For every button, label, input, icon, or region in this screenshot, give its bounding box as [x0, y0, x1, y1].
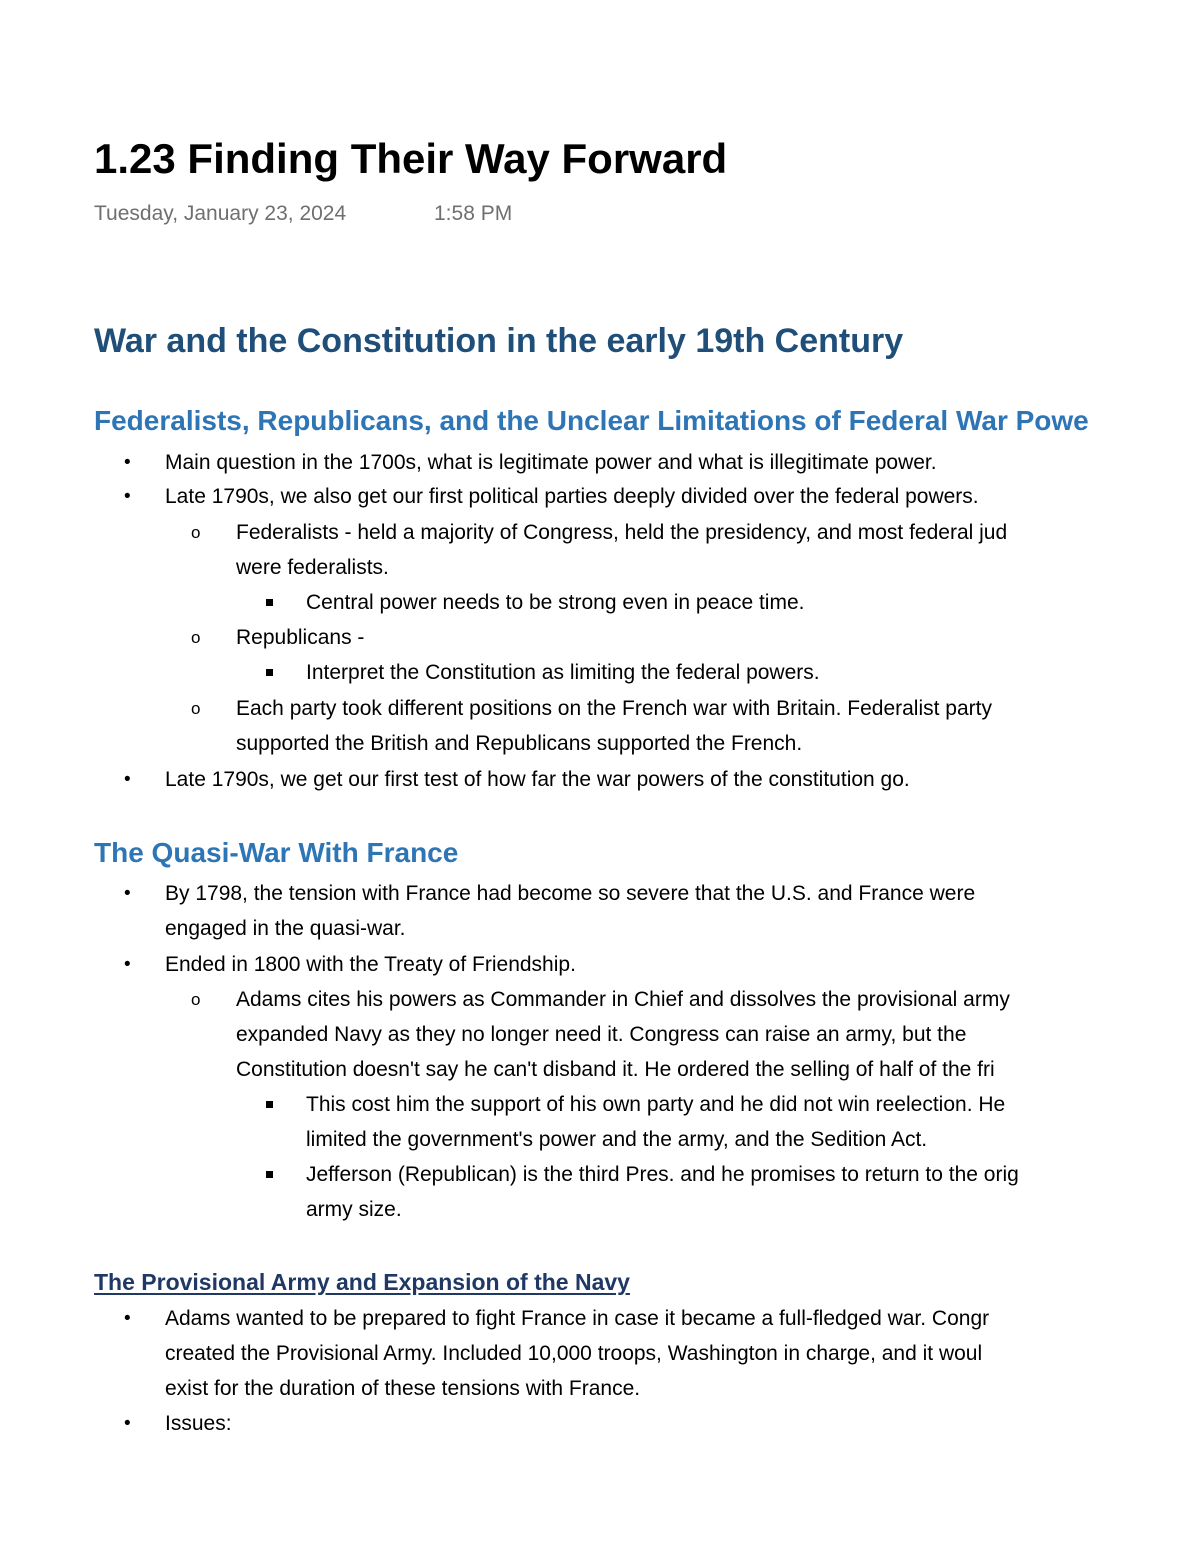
federalists-line-8: Each party took different positions on the French war with Britain. Federalist party [236, 697, 992, 720]
quasi-war-line-6: Constitution doesn't say he can't disband it. He ordered the selling of half of the fri [236, 1058, 995, 1081]
note-time: 1:58 PM [434, 202, 513, 225]
provisional-army-line-1: Adams wanted to be prepared to fight France in case it became a full-fledged war. Congr [165, 1307, 990, 1330]
provisional-army-heading: The Provisional Army and Expansion of the Navy [94, 1269, 630, 1295]
provisional-army-line-2: created the Provisional Army. Included 10,000 troops, Washington in charge, and it woul [165, 1342, 983, 1365]
bullet-icon: • [124, 954, 131, 975]
quasi-war-line-2: engaged in the quasi-war. [165, 917, 406, 940]
circle-bullet-icon: o [191, 990, 201, 1009]
federalists-line-10: Late 1790s, we get our first test of how far the war powers of the constitution go. [165, 768, 910, 791]
federalists-line-6: Republicans - [236, 626, 365, 649]
federalists-line-3: Federalists - held a majority of Congress, held the presidency, and most federal jud [236, 521, 1008, 544]
quasi-war-line-4: Adams cites his powers as Commander in Chief and dissolves the provisional army [236, 988, 1010, 1011]
circle-bullet-icon: o [191, 628, 201, 647]
provisional-army-line-4: Issues: [165, 1412, 232, 1435]
federalists-line-5: Central power needs to be strong even in peace time. [306, 591, 805, 614]
federalists-line-1: Main question in the 1700s, what is legitimate power and what is illegitimate power. [165, 451, 937, 474]
bullet-icon: • [124, 1413, 131, 1434]
quasi-war-line-3: Ended in 1800 with the Treaty of Friendship. [165, 953, 576, 976]
federalists-heading: Federalists, Republicans, and the Unclear Limitations of Federal War Powe [94, 405, 1089, 436]
quasi-war-line-1: By 1798, the tension with France had become so severe that the U.S. and France were [165, 882, 976, 905]
quasi-war-heading: The Quasi-War With France [94, 837, 459, 868]
quasi-war-line-9: Jefferson (Republican) is the third Pres. and he promises to return to the orig [306, 1163, 1019, 1186]
bullet-icon: • [124, 1308, 131, 1329]
quasi-war-line-7: This cost him the support of his own party and he did not win reelection. He [306, 1093, 1006, 1116]
quasi-war-line-10: army size. [306, 1198, 402, 1221]
square-bullet-icon [266, 1101, 273, 1108]
square-bullet-icon [266, 669, 273, 676]
bullet-icon: • [124, 452, 131, 473]
federalists-line-2: Late 1790s, we also get our first political parties deeply divided over the federal powers. [165, 485, 979, 508]
bullet-icon: • [124, 769, 131, 790]
circle-bullet-icon: o [191, 699, 201, 718]
quasi-war-line-5: expanded Navy as they no longer need it. Congress can raise an army, but the [236, 1023, 967, 1046]
circle-bullet-icon: o [191, 523, 201, 542]
square-bullet-icon [266, 599, 273, 606]
bullet-icon: • [124, 486, 131, 507]
bullet-icon: • [124, 883, 131, 904]
main-section-heading: War and the Constitution in the early 19th Century [94, 322, 904, 360]
note-date: Tuesday, January 23, 2024 [94, 202, 347, 225]
federalists-line-7: Interpret the Constitution as limiting the federal powers. [306, 661, 820, 684]
page-title: 1.23 Finding Their Way Forward [94, 135, 728, 182]
provisional-army-line-3: exist for the duration of these tensions with France. [165, 1377, 641, 1400]
federalists-line-4: were federalists. [236, 556, 389, 579]
square-bullet-icon [266, 1171, 273, 1178]
quasi-war-line-8: limited the government's power and the army, and the Sedition Act. [306, 1128, 928, 1151]
federalists-line-9: supported the British and Republicans supported the French. [236, 732, 803, 755]
